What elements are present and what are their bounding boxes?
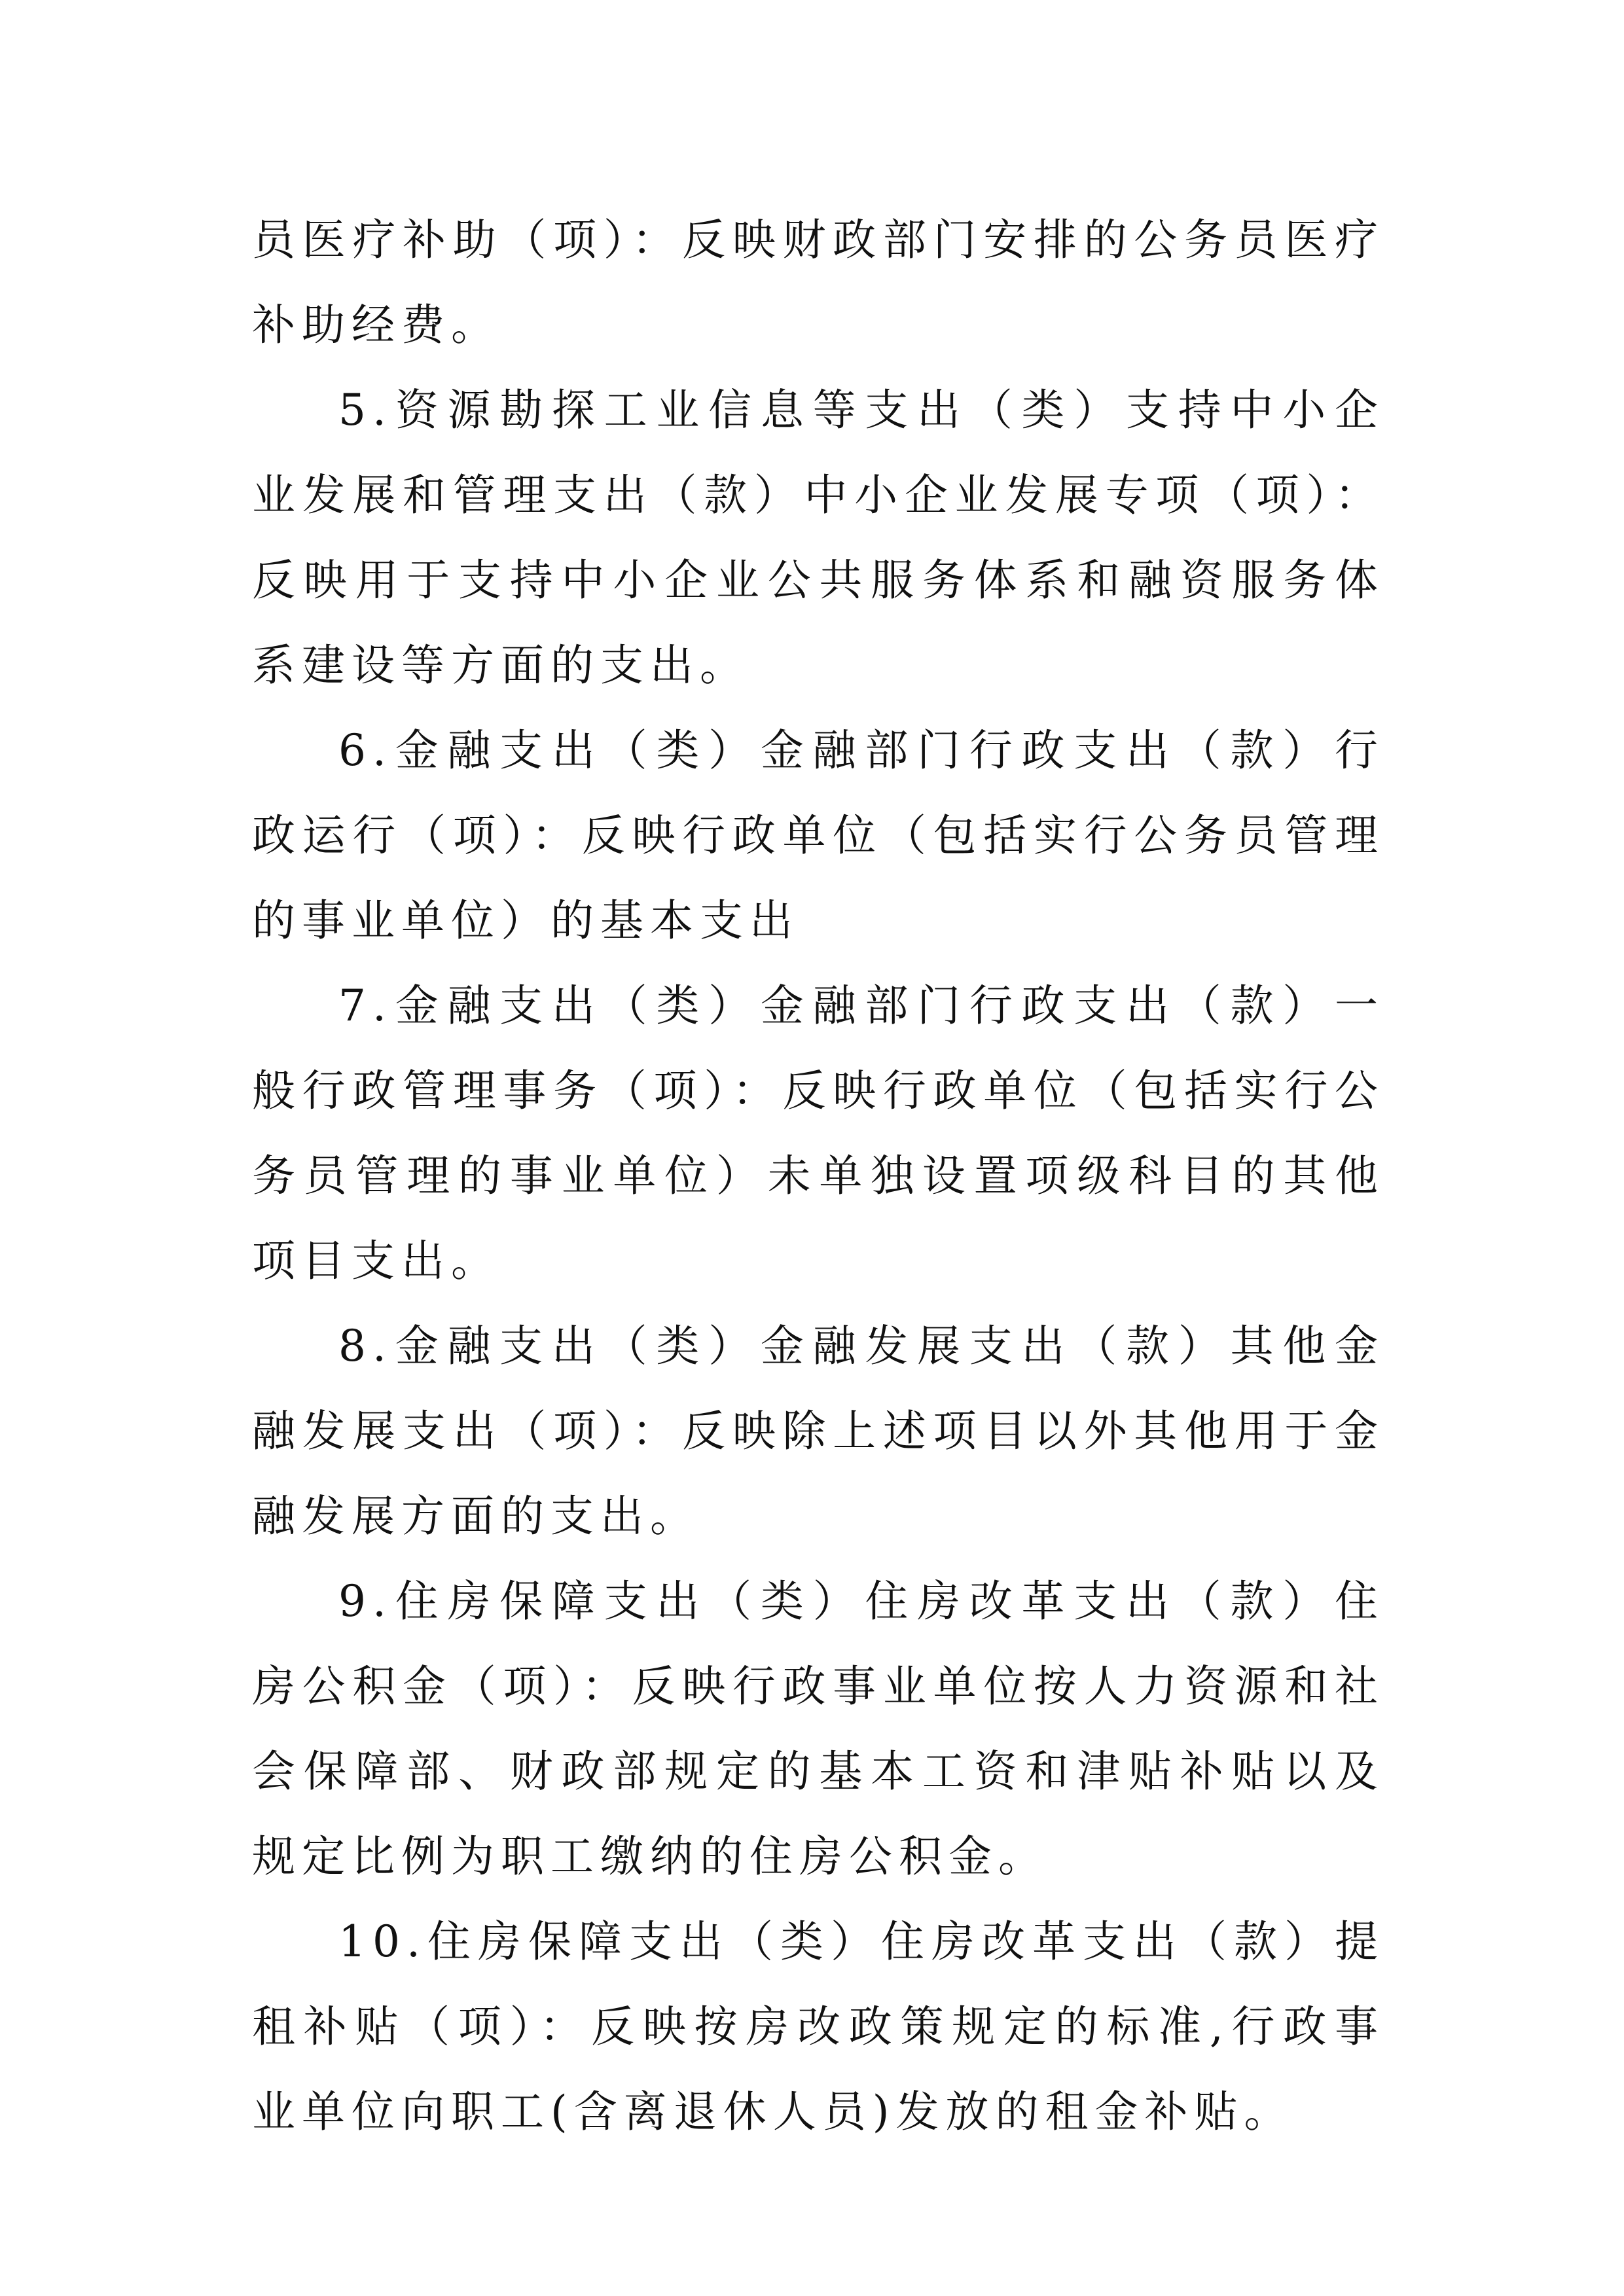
paragraph-continuation: 员医疗补助（项）：反映财政部门安排的公务员医疗补助经费。 [252, 215, 1384, 350]
document-page [252, 198, 1384, 2155]
paragraph-item-9: 9.住房保障支出（类）住房改革支出（款）住房公积金（项）：反映行政事业单位按人力资源和社会保障部、财政部规定的基本工资和津贴补贴以及规定比例为职工缴纳的住房公积金。 [252, 1576, 1384, 1882]
paragraph-item-6: 6.金融支出（类）金融部门行政支出（款）行政运行（项）：反映行政单位（包括实行公务员管理的事业单位）的基本支出 [252, 725, 1384, 946]
paragraph-item-8: 8.金融支出（类）金融发展支出（款）其他金融发展支出（项）：反映除上述项目以外其他用于金融发展方面的支出。 [252, 1321, 1384, 1541]
paragraph-item-5: 5.资源勘探工业信息等支出（类）支持中小企业发展和管理支出（款）中小企业发展专项（项）：反映用于支持中小企业公共服务体系和融资服务体系建设等方面的支出。 [252, 385, 1384, 691]
paragraph-item-10: 10.住房保障支出（类）住房改革支出（款）提租补贴（项）：反映按房改政策规定的标准,行政事业单位向职工(含离退休人员)发放的租金补贴。 [252, 1916, 1384, 2137]
paragraph-item-7: 7.金融支出（类）金融部门行政支出（款）一般行政管理事务（项）：反映行政单位（包括实行公务员管理的事业单位）未单独设置项级科目的其他项目支出。 [252, 980, 1384, 1286]
